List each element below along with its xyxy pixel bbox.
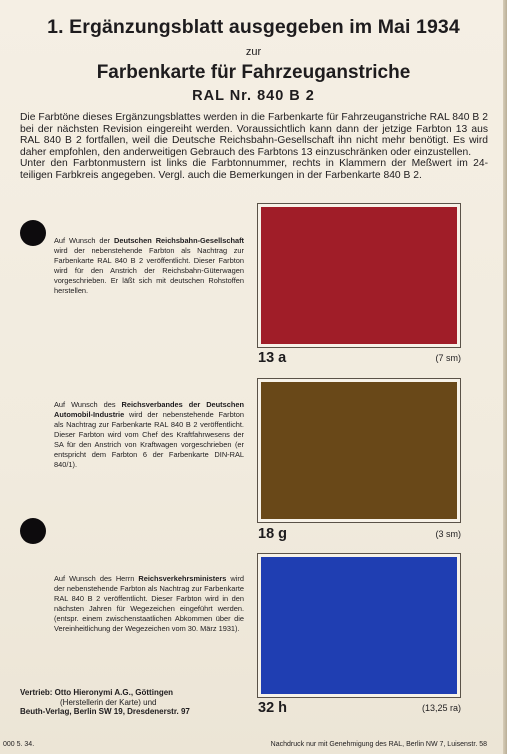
intro-paragraph-2: Unter den Farbtonmustern ist links die Farbtonnummer, rechts in Klammern der Meßwert im 24-teiligen Farbkreis angegeben. Vergl. auch die Bemerkungen in der Farbenkarte 840 B 2. — [20, 158, 488, 181]
swatch-code: 18 g — [258, 526, 288, 542]
description-text: wird der nebenstehende Farbton als Nachtrag zur Farbenkarte RAL 840 B 2 veröffentlicht. Dieser Farbton wird in den nächsten Jahren für Wegezeichen eingeführt werden. (entspr. einem zwischenstaatlichen Abkommen über die Vereinheitlichung der Wegezeichen vom 30. März 1931). — [54, 574, 244, 633]
intro-text — [20, 112, 488, 182]
print-code: 000 5. 34. — [3, 741, 35, 748]
swatch-measure: (3 sm) — [435, 529, 461, 539]
publisher-address: Beuth-Verlag, Berlin SW 19, Dresdenerstr. 97 — [20, 707, 190, 716]
swatch-color-fill — [261, 382, 457, 519]
punch-hole-top — [20, 220, 46, 246]
description-text: Auf Wunsch des Herrn — [54, 574, 139, 583]
reprint-notice: Nachdruck nur mit Genehmigung des RAL, Berlin NW 7, Luisenstr. 58 — [270, 741, 487, 748]
swatch-measure: (7 sm) — [435, 353, 461, 363]
swatch-color-fill — [261, 557, 457, 694]
description-text: wird der nebenstehende Farbton als Nachtrag zur Farbenkarte RAL 840 B 2 veröffentlicht. Dieser Farbton wird vom Chef des Kraftfahrwesens der SA für den Anstrich von Kraftwagen vorgeschrieben (er entspricht dem Farbton 6 der Farbenkarte DIN-RAL 840/1). — [54, 410, 244, 469]
swatch-color-fill — [261, 207, 457, 344]
description-text: Auf Wunsch der — [54, 236, 115, 245]
page-title: 1. Ergänzungsblatt ausgegeben im Mai 1934 — [47, 16, 460, 38]
description-text: Auf Wunsch des — [54, 400, 122, 409]
description-emphasis: Reichsverkehrsministers — [138, 574, 227, 583]
punch-hole-bottom — [20, 518, 46, 544]
swatch-description — [54, 400, 244, 470]
description-emphasis: Deutschen Reichsbahn-Gesellschaft — [114, 236, 244, 245]
publisher-name: Vertrieb: Otto Hieronymi A.G., Göttingen — [20, 688, 174, 697]
title-connector: zur — [245, 46, 262, 58]
paper-edge — [503, 0, 507, 754]
publisher-line — [20, 707, 260, 717]
swatch-code: 32 h — [258, 700, 288, 716]
description-emphasis: Reichsverbandes der Deutschen Automobil-Industrie — [54, 400, 244, 419]
swatch-code: 13 a — [258, 350, 287, 366]
color-swatch — [257, 378, 461, 523]
color-swatch — [257, 553, 461, 698]
color-swatch — [257, 203, 461, 348]
swatch-description — [54, 574, 244, 634]
swatch-measure: (13,25 ra) — [421, 703, 461, 713]
intro-paragraph-1: Die Farbtöne dieses Ergänzungsblattes werden in die Farbenkarte für Fahrzeuganstriche RAL 840 B 2 bei der nächsten Revision eingereiht werden. Voraussichtlich kann dann der jetzige Farbton 13 aus RAL 840 B 2 fortfallen, weil die Deutsche Reichsbahn-Gesellschaft ihn nicht mehr benötigt. Es wird daher empfohlen, den anderweitigen Gebrauch des Farbtons 13 einzuschränken oder einzustellen. — [20, 112, 488, 158]
publisher-line — [20, 688, 260, 698]
ral-number: RAL Nr. 840 B 2 — [192, 88, 315, 104]
publisher-info — [20, 688, 260, 717]
publisher-line: (Herstellerin der Karte) und — [60, 697, 157, 707]
page-subtitle: Farbenkarte für Fahrzeuganstriche — [96, 62, 411, 83]
swatch-description — [54, 236, 244, 296]
description-text: wird der nebenstehende Farbton als Nachtrag zur Farbenkarte RAL 840 B 2 veröffentlicht. Dieser Farbton wird für den Anstrich der Reichsbahn-Güterwagen vorgeschrieben. Er läßt sich mit deutschen Rohstoffen herstellen. — [54, 246, 244, 295]
